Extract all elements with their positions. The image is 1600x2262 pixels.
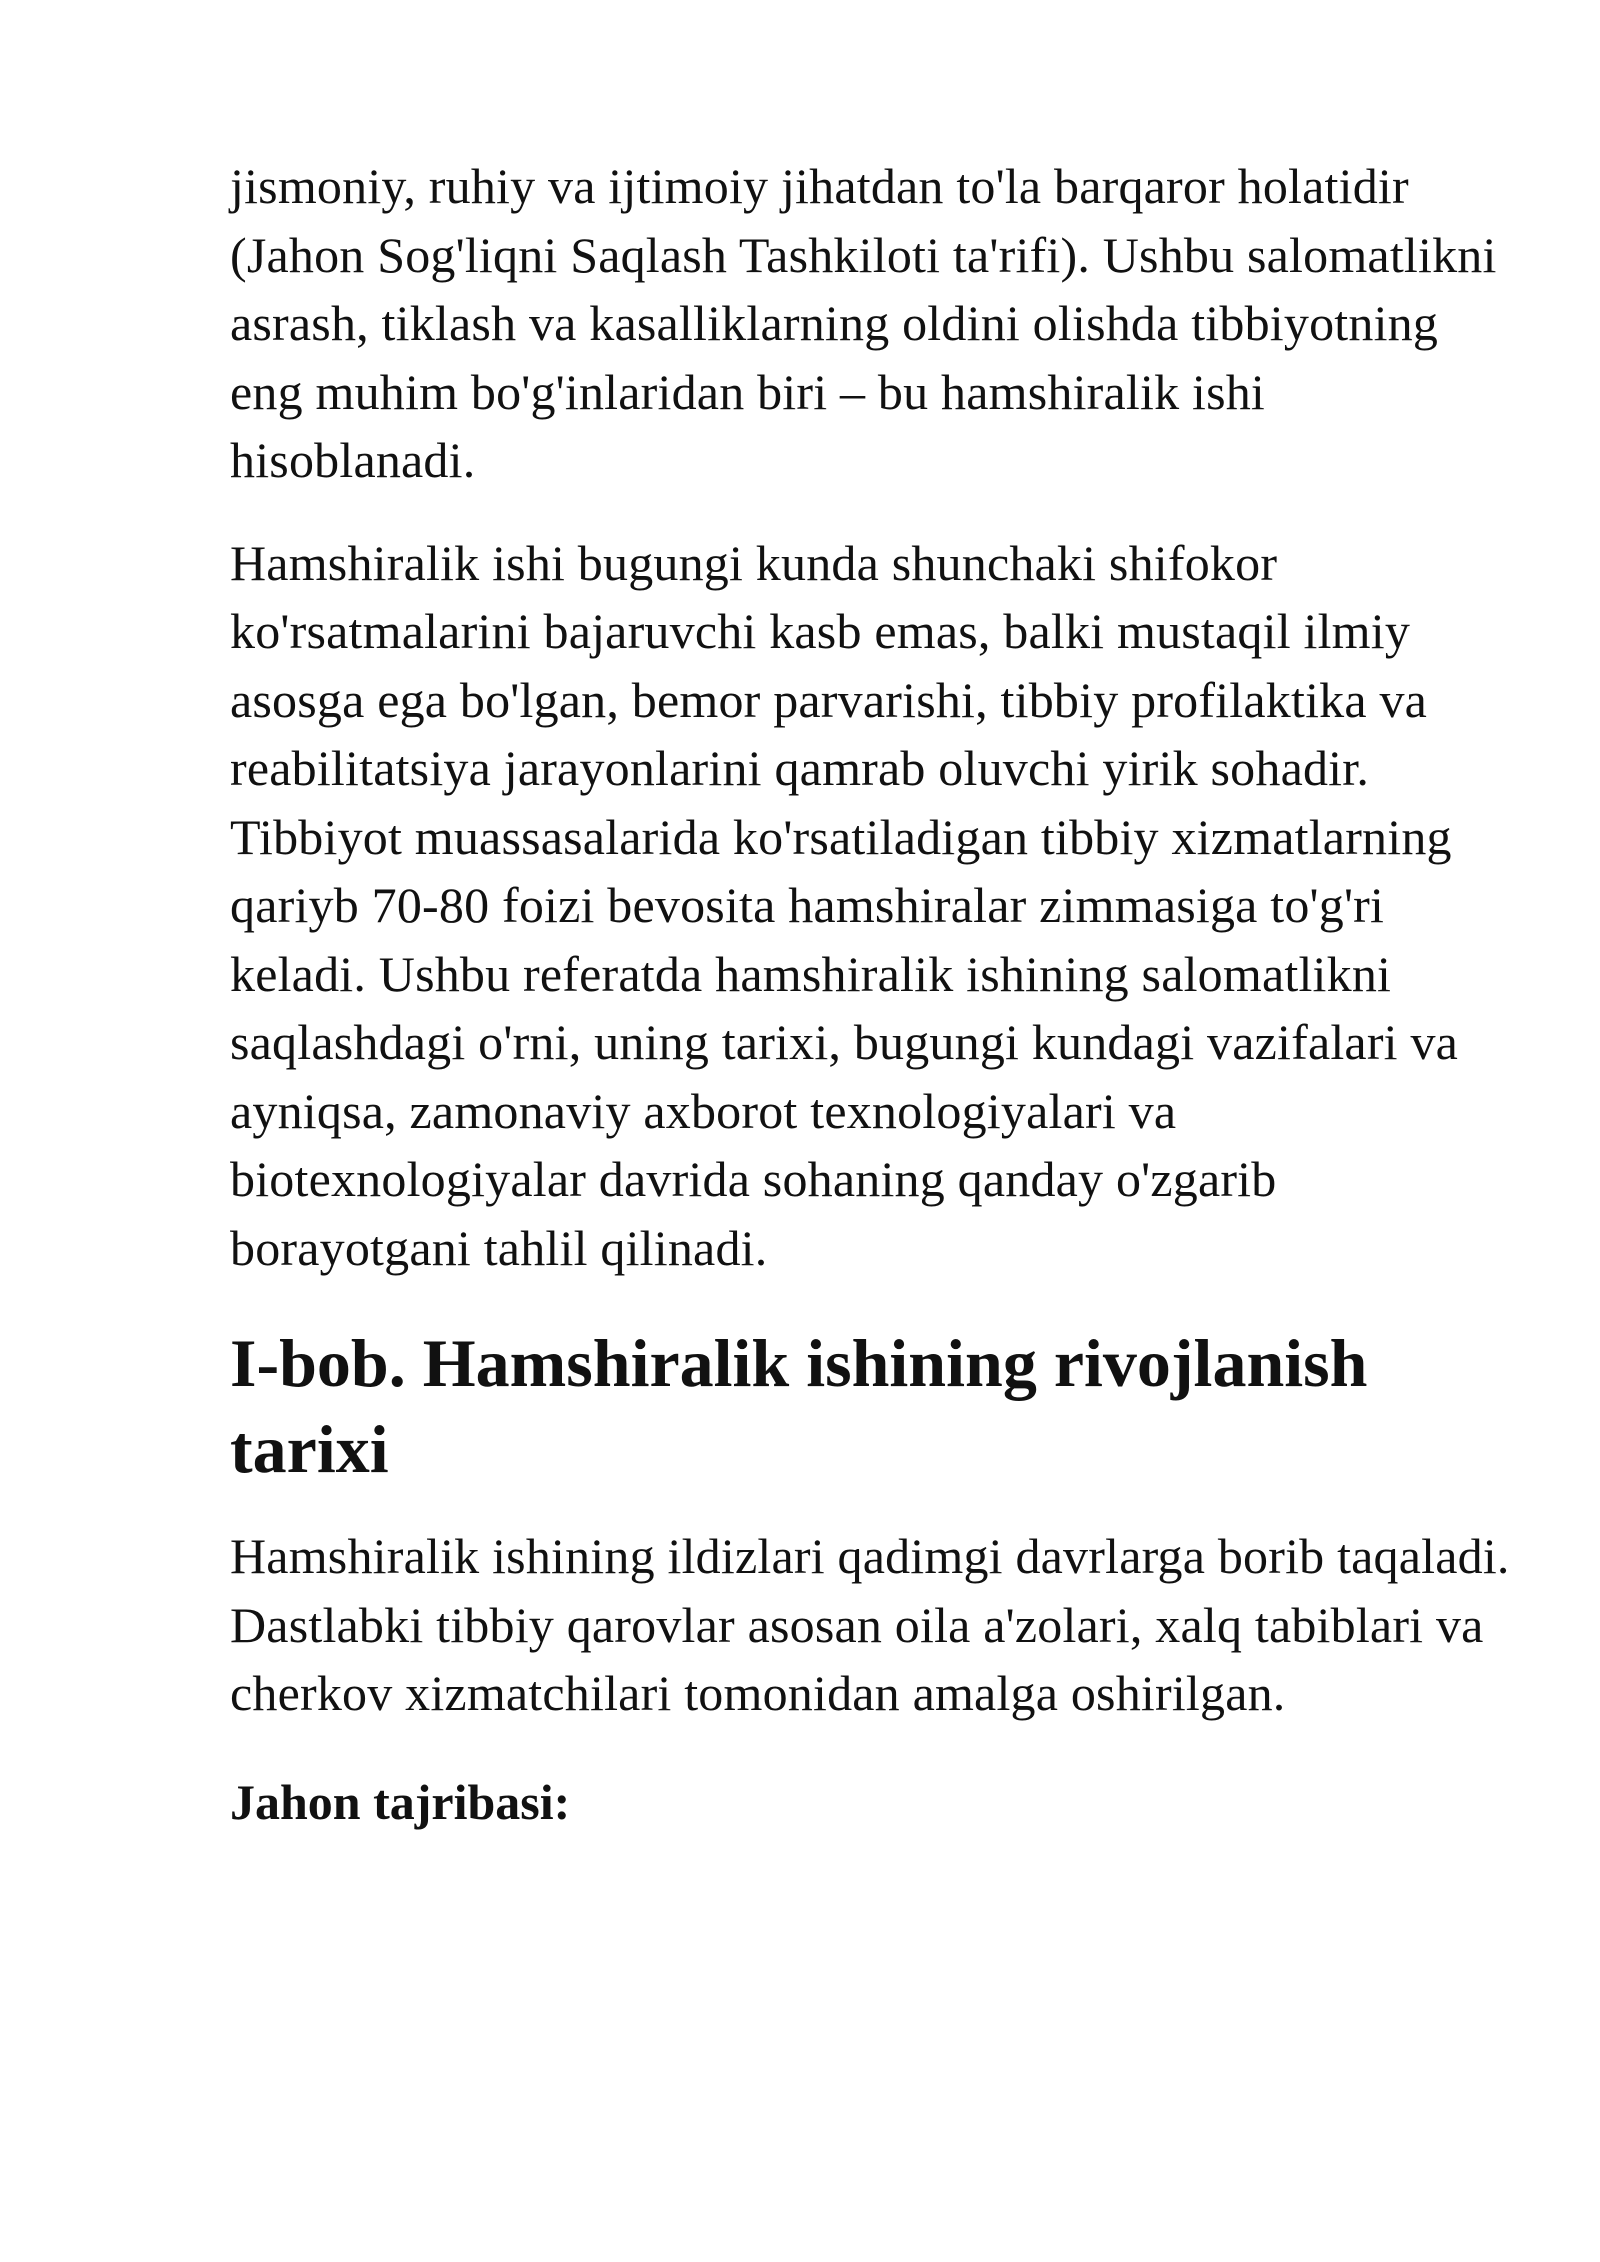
document-page [230,152,1520,1836]
chapter-heading: I-bob. Hamshiralik ishining rivojlanish tarixi [230,1325,1368,1487]
paragraph-nursing-overview: Hamshiralik ishi bugungi kunda shunchaki shifokor ko'rsatmalarini bajaruvchi kasb emas, balki mustaqil ilmiy asosga ega bo'lgan, bemor parvarishi, tibbiy profilaktika va reabilitatsiya jarayonlarini qamrab oluvchi yirik sohadir. Tibbiyot muassasalarida ko'rsatiladigan tibbiy xizmatlarning qariyb 70-80 foizi bevosita hamshiralar zimmasiga to'g'ri keladi. Ushbu referatda hamshiralik ishining salomatlikni saqlashdagi o'rni, uning tarixi, bugungi kundagi vazifalari va ayniqsa, zamonaviy axborot texnologiyalari va biotexnologiyalar davrida sohaning qanday o'zgarib borayotgani tahlil qilinadi. [230,534,1459,1276]
paragraph-chapter-intro: Hamshiralik ishining ildizlari qadimgi davrlarga borib taqaladi. Dastlabki tibbiy qarovlar asosan oila a'zolari, xalq tabiblari va cherkov xizmatchilari tomonidan amalga oshirilgan. [230,1528,1510,1721]
section-subheading: Jahon tajribasi: [230,1773,571,1830]
paragraph-intro-continued: jismoniy, ruhiy va ijtimoiy jihatdan to'la barqaror holatidir (Jahon Sog'liqni Saqlash Tashkiloti ta'rifi). Ushbu salomatlikni asrash, tiklash va kasalliklarning oldini olishda tibbiyotning eng muhim bo'g'inlaridan biri – bu hamshiralik ishi hisoblanadi. [230,158,1497,488]
